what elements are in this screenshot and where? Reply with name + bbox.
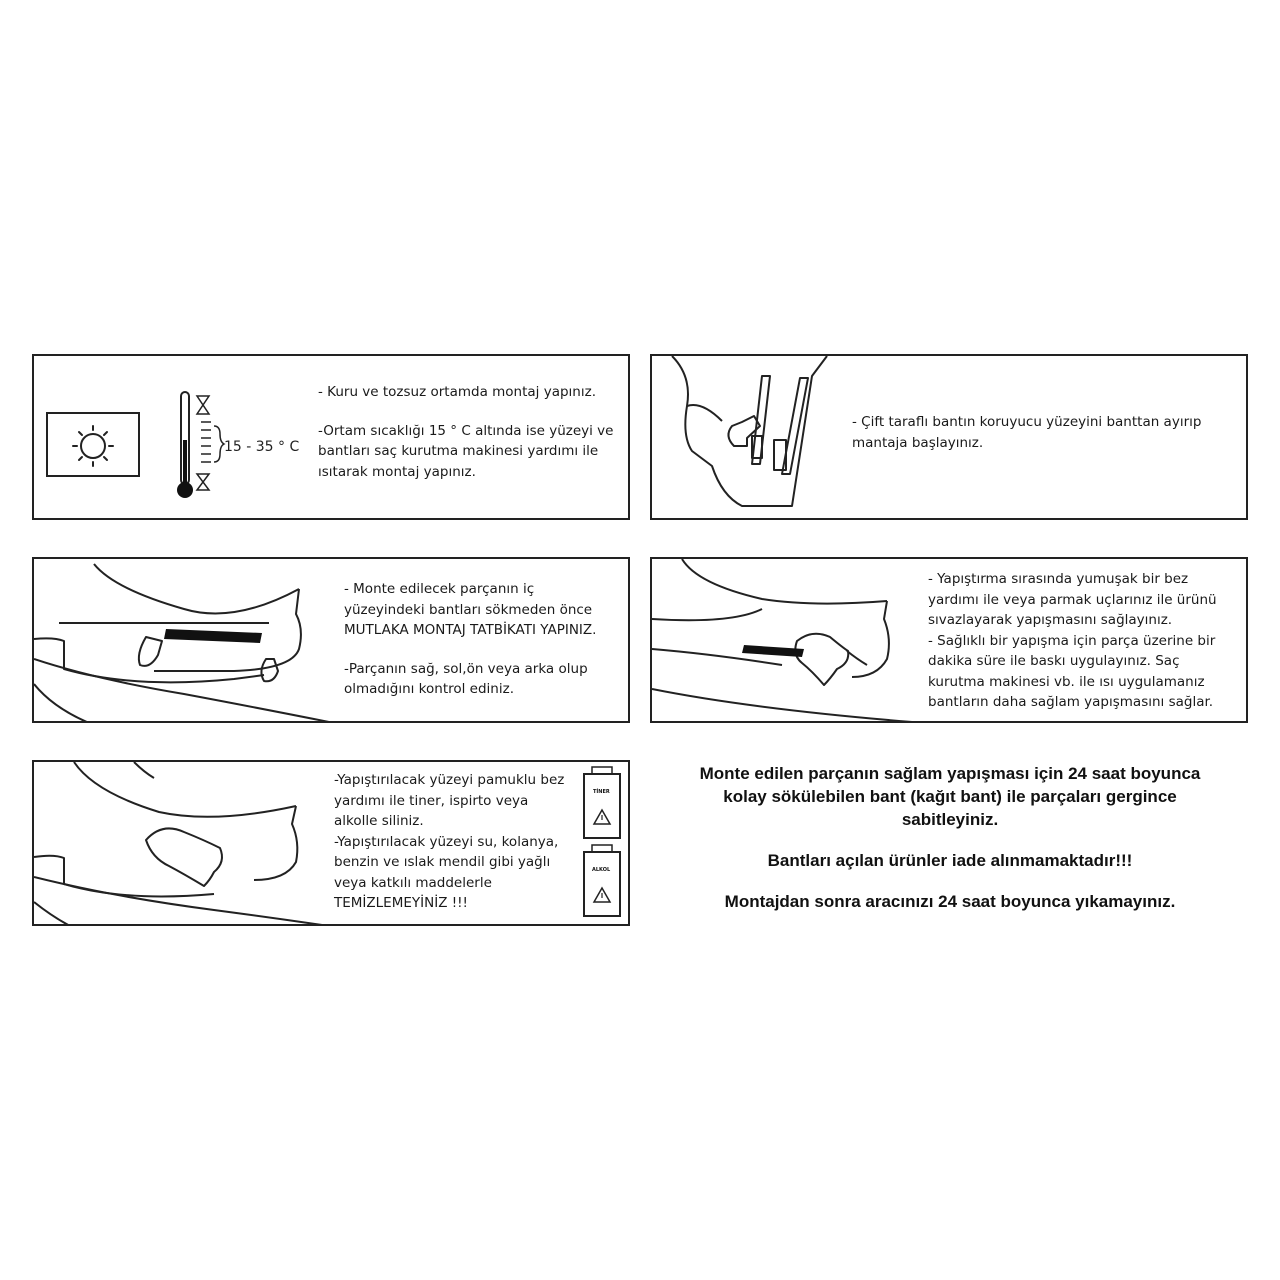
text-line: MUTLAKA MONTAJ TATBİKATI YAPINIZ.: [344, 622, 597, 638]
note-line: kolay sökülebilen bant (kağıt bant) ile parçaları gergince: [723, 787, 1177, 806]
panel-text: [344, 579, 624, 700]
text-line: olmadığını kontrol ediniz.: [344, 681, 514, 697]
instruction-panel-press: [650, 557, 1248, 723]
alcohol-can-icon: [584, 845, 620, 916]
instruction-panel-clean: [32, 760, 630, 926]
text-line: - Kuru ve tozsuz ortamda montaj yapınız.: [318, 384, 596, 400]
text-line: sıvazlayarak yapışmasını sağlayınız.: [928, 612, 1173, 628]
text-line: - Sağlıklı bir yapışma için parça üzerine bir: [928, 632, 1216, 649]
text-line: - Çift taraflı bantın koruyucu yüzeyini banttan ayırıp: [852, 414, 1202, 430]
thermometer-icon: [177, 392, 224, 498]
panel-text: [318, 382, 618, 482]
note-no-return: Bantları açılan ürünler iade alınmamaktadır!!!: [767, 851, 1133, 870]
text-line: alkolle siliniz.: [334, 813, 424, 829]
note-line: Monte edilen parçanın sağlam yapışması için 24 saat boyunca: [699, 764, 1201, 783]
text-line: -Yapıştırılacak yüzeyi pamuklu bez: [334, 772, 565, 788]
alcohol-can-label: ALKOL: [592, 867, 611, 873]
instruction-panel-trial-fit: [32, 557, 630, 723]
text-line: bantları saç kurutma makinesi yardımı ile: [318, 443, 599, 459]
text-line: - Monte edilecek parçanın iç: [344, 581, 535, 597]
text-line: veya katkılı maddelerle: [334, 874, 492, 891]
temperature-range-label: 15 - 35 ° C: [224, 439, 300, 455]
thinner-can-icon: [584, 767, 620, 838]
panel-text: [928, 569, 1238, 713]
text-line: -Yapıştırılacak yüzeyi su, kolanya,: [334, 833, 559, 850]
instruction-panel-environment: [32, 354, 630, 520]
important-notes: [650, 762, 1250, 931]
text-line: - Yapıştırma sırasında yumuşak bir bez: [928, 571, 1189, 587]
text-line: benzin ve ıslak mendil gibi yağlı: [334, 854, 551, 870]
text-line: ısıtarak montaj yapınız.: [318, 463, 476, 480]
text-line: kurutma makinesi vb. ile ısı uygulamanız: [928, 673, 1205, 690]
note-line: sabitleyiniz.: [901, 810, 999, 829]
text-line: mantaja başlayınız.: [852, 434, 984, 451]
instruction-panel-peel-tape: [650, 354, 1248, 520]
text-line: -Ortam sıcaklığı 15 ° C altında ise yüzeyi ve: [318, 422, 614, 439]
text-line: -Parçanın sağ, sol,ön veya arka olup: [344, 660, 588, 677]
panel-text: [852, 412, 1232, 453]
text-line: yardımı ile veya parmak uçlarınız ile ürünü: [928, 591, 1217, 608]
text-line: yardımı ile tiner, ispirto veya: [334, 792, 529, 809]
text-line: TEMİZLEMEYİNİZ !!!: [334, 895, 468, 911]
note-no-wash: Montajdan sonra aracınızı 24 saat boyunca yıkamayınız.: [724, 892, 1176, 911]
note-fixing: [650, 762, 1250, 831]
sun-icon: [47, 413, 139, 476]
text-line: bantların daha sağlam yapışmasını sağlar.: [928, 694, 1214, 710]
text-line: dakika süre ile baskı uygulayınız. Saç: [928, 653, 1180, 669]
text-line: yüzeyindeki bantları sökmeden önce: [344, 601, 593, 618]
panel-text: [334, 770, 584, 914]
thinner-can-label: TİNER: [593, 789, 610, 795]
